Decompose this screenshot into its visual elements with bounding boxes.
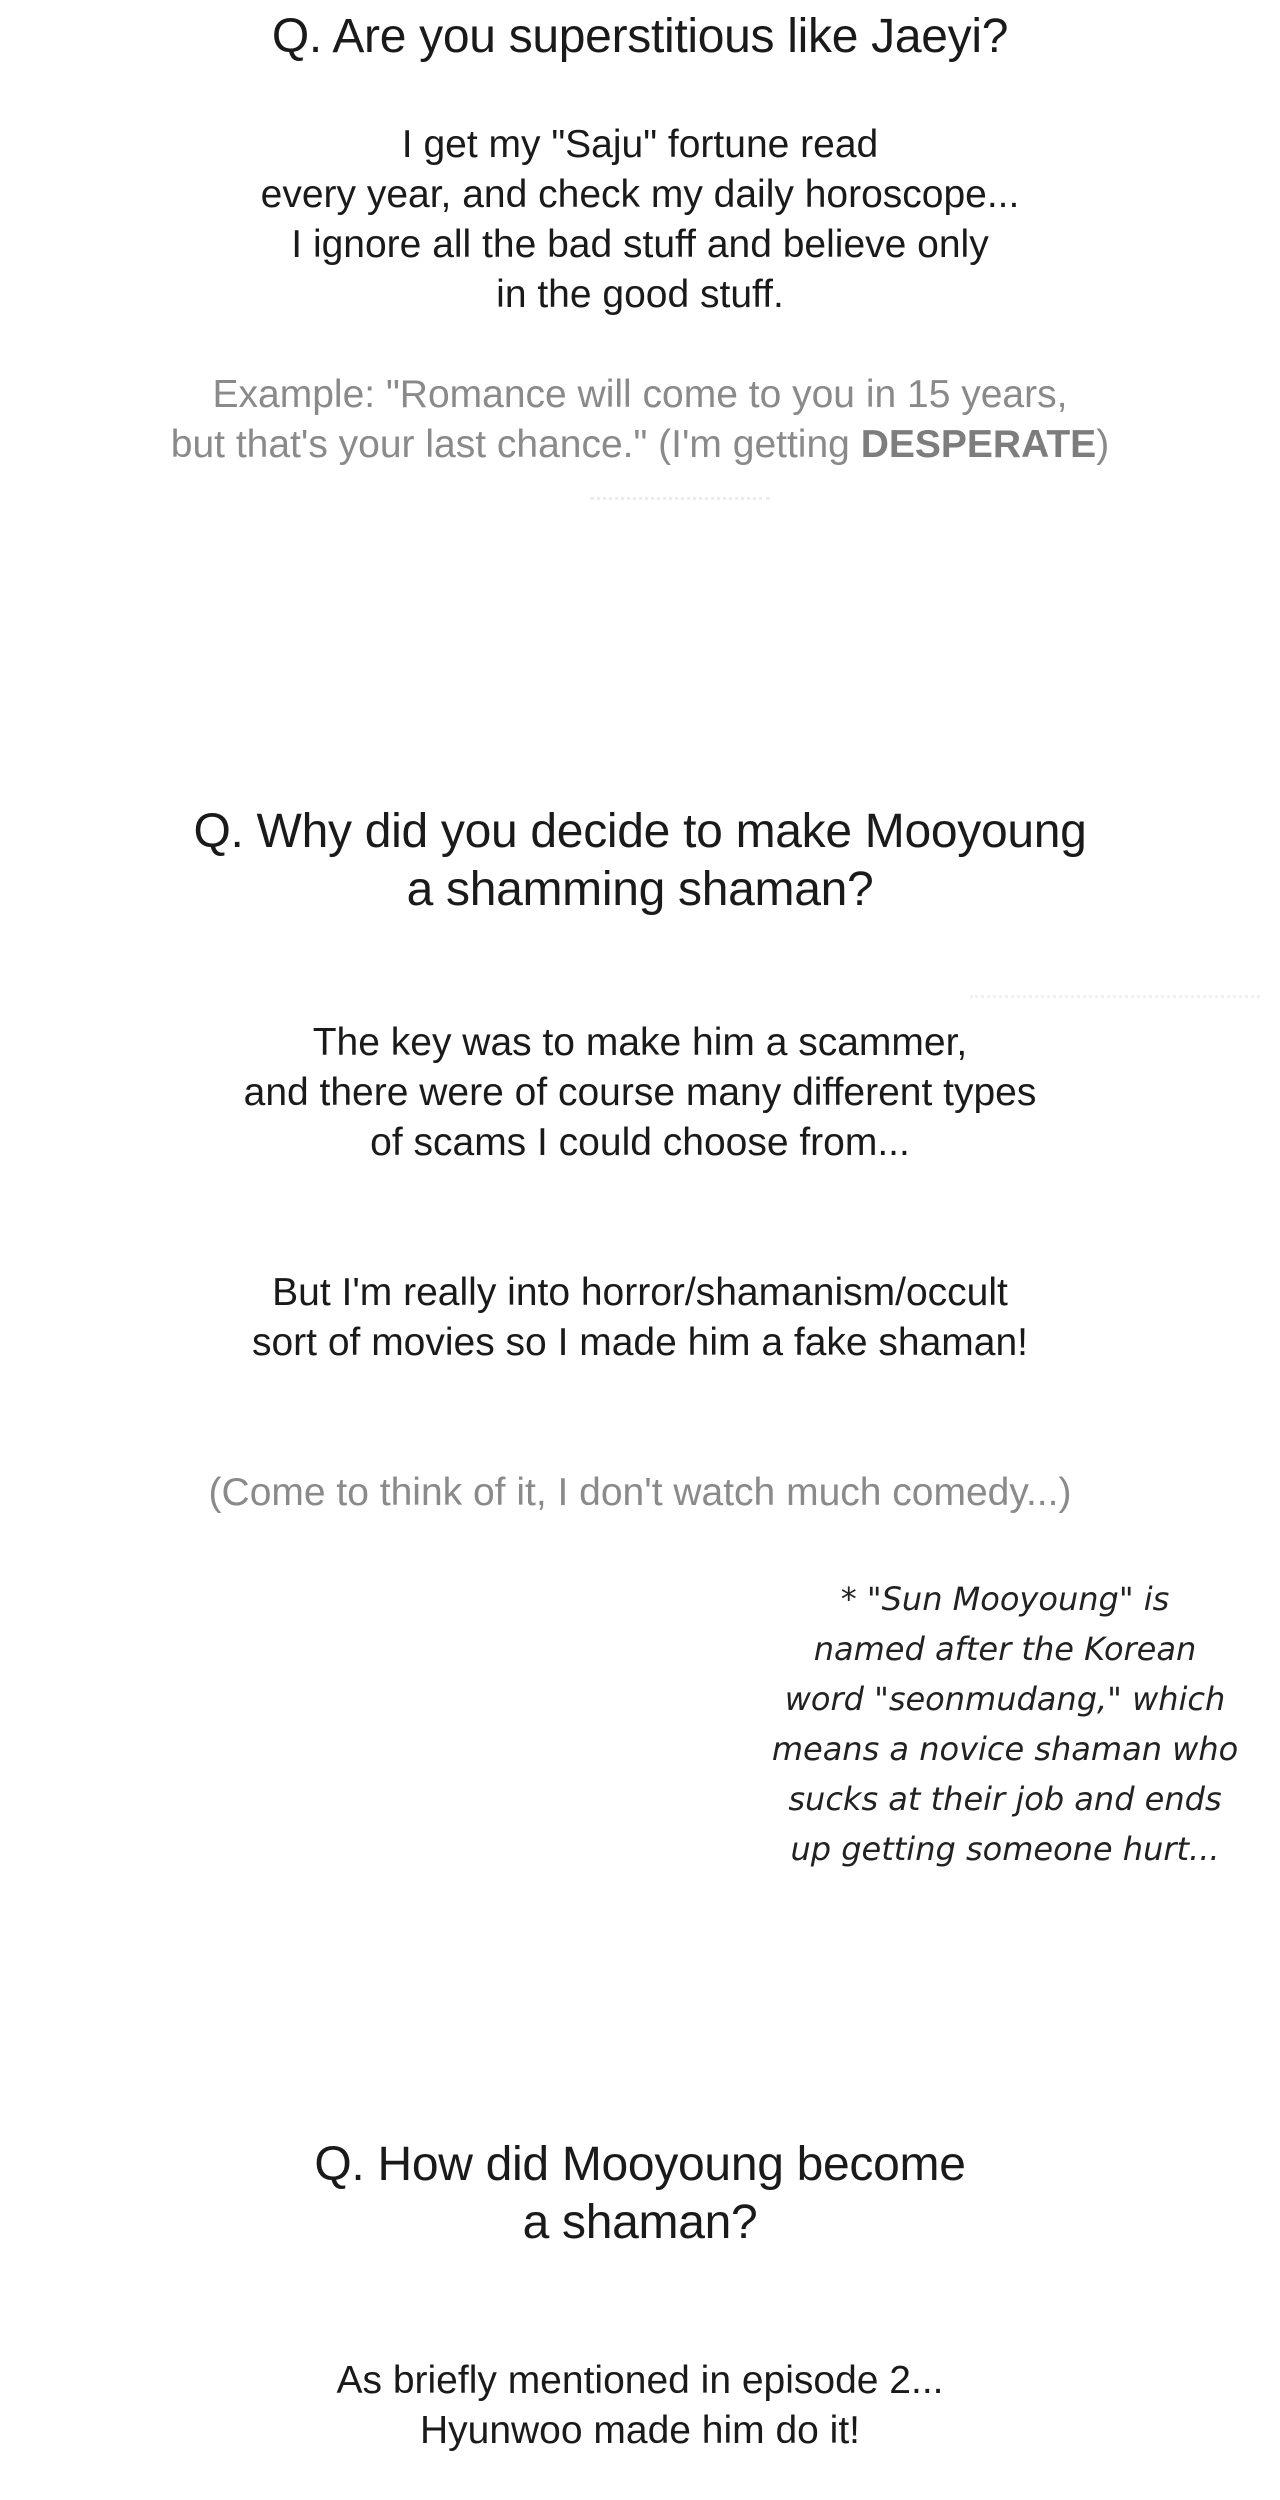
faint-divider bbox=[970, 995, 1260, 998]
question-text: Q. Why did you decide to make Mooyoung bbox=[193, 805, 1087, 858]
footnote-line: named after the Korean bbox=[813, 1630, 1197, 1668]
footnote-line: means a novice shaman who bbox=[771, 1730, 1239, 1768]
example-text: ) bbox=[1096, 423, 1110, 466]
example-line: Example: "Romance will come to you in 15 years, bbox=[212, 373, 1068, 416]
answer-line: and there were of course many different types bbox=[243, 1071, 1037, 1114]
faint-divider bbox=[590, 497, 770, 506]
answer-hyunwoo bbox=[0, 2356, 1280, 2456]
answer-fake-shaman bbox=[0, 1268, 1280, 1368]
footnote-line: * "Sun Mooyoung" is bbox=[840, 1580, 1170, 1618]
answer-line: in the good stuff. bbox=[496, 273, 784, 316]
example-text: but that's your last chance." (I'm getting bbox=[170, 423, 861, 466]
answer-line: I get my "Saju" fortune read bbox=[401, 123, 879, 166]
question-shamming-shaman bbox=[0, 803, 1280, 919]
question-text: a shamming shaman? bbox=[406, 863, 874, 916]
footnote-name-origin bbox=[760, 1574, 1250, 1874]
footnote-line: sucks at their job and ends bbox=[788, 1780, 1222, 1818]
aside-comedy bbox=[0, 1468, 1280, 1518]
question-become-shaman bbox=[0, 2136, 1280, 2252]
aside-text: (Come to think of it, I don't watch much comedy...) bbox=[208, 1471, 1072, 1514]
answer-line: I ignore all the bad stuff and believe only bbox=[291, 223, 989, 266]
answer-line: The key was to make him a scammer, bbox=[312, 1021, 968, 1064]
footnote-line: up getting someone hurt... bbox=[790, 1830, 1220, 1868]
answer-line: Hyunwoo made him do it! bbox=[419, 2409, 861, 2452]
answer-superstitious bbox=[0, 120, 1280, 320]
emphasis-text: DESPERATE bbox=[860, 423, 1097, 466]
question-text: Q. How did Mooyoung become bbox=[314, 2138, 966, 2191]
answer-line: As briefly mentioned in episode 2... bbox=[336, 2359, 944, 2402]
answer-line: sort of movies so I made him a fake shaman! bbox=[251, 1321, 1028, 1364]
answer-scammer bbox=[0, 1018, 1280, 1168]
question-superstitious bbox=[0, 8, 1280, 66]
example-quote bbox=[0, 370, 1280, 470]
answer-line: of scams I could choose from... bbox=[370, 1121, 910, 1164]
footnote-line: word "seonmudang," which bbox=[784, 1680, 1226, 1718]
question-text: a shaman? bbox=[522, 2196, 758, 2249]
answer-line: But I'm really into horror/shamanism/occult bbox=[272, 1271, 1008, 1314]
example-line bbox=[0, 420, 1280, 470]
answer-line: every year, and check my daily horoscope... bbox=[260, 173, 1020, 216]
question-text: Q. Are you superstitious like Jaeyi? bbox=[271, 10, 1009, 63]
